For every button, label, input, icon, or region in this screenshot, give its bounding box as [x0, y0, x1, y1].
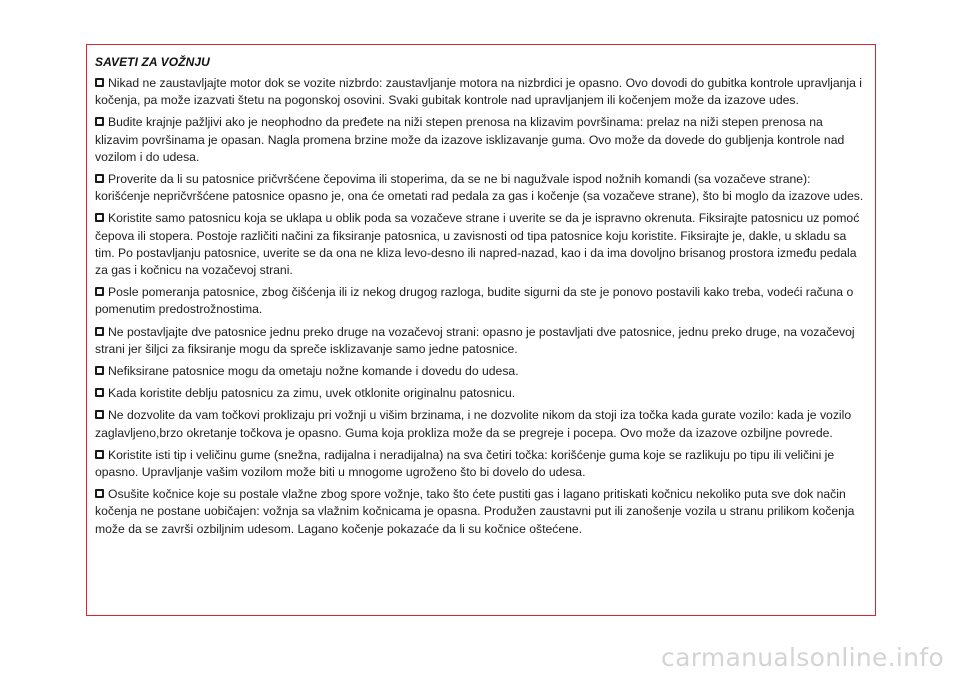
paragraph-3	[95, 171, 867, 205]
paragraph-text: Nefiksirane patosnice mogu da ometaju nožne komande i dovedu do udesa.	[108, 364, 519, 379]
checkbox-square-icon	[95, 450, 104, 459]
paragraph-9	[95, 407, 867, 441]
checkbox-square-icon	[95, 410, 104, 419]
paragraph-text: Proverite da li su patosnice pričvršćene čepovima ili stoperima, da se ne bi nagužvale ispod nožnih komandi (sa vozačeve strane): korišćenje nepričvršćene patosnice opasno je, ona će ometati rad pedala za gas i kočenje (sa vozačeve strane), što bi moglo da izazove udes.	[95, 172, 864, 204]
paragraph-text: Posle pomeranja patosnice, zbog čišćenja ili iz nekog drugog razloga, budite sigurni da ste je ponovo postavili kako treba, vodeći računa o pomenutim predostrožnostima.	[95, 285, 854, 317]
paragraph-text: Nikad ne zaustavljajte motor dok se vozite nizbrdo: zaustavljanje motora na nizbrdici je opasno. Ovo dovodi do gubitka kontrole upravljanja i kočenja, pa može izazvati štetu na pogonskoj osovini. Svaki gubitak kontrole nad upravljanjem ili kočenjem može da izazove udes.	[95, 76, 863, 108]
paragraph-7	[95, 363, 867, 380]
watermark: carmanualsonline.info	[661, 643, 944, 672]
paragraph-4	[95, 210, 867, 279]
checkbox-square-icon	[95, 117, 104, 126]
paragraph-8	[95, 385, 867, 402]
paragraph-10	[95, 447, 867, 481]
paragraph-text: Ne postavljajte dve patosnice jednu preko druge na vozačevoj strani: opasno je postavljati dve patosnice, jednu preko druge, na vozačevoj strani jer šiljci za fiksiranje mogu da spreče isklizavanje samo jedne patosnice.	[95, 324, 855, 356]
checkbox-square-icon	[95, 213, 104, 222]
paragraph-text: Koristite samo patosnicu koja se uklapa u oblik poda sa vozačeve strane i uverite se da je ispravno okrenuta. Fiksirajte patosnicu uz pomoć čepova ili stopera. Postoje različiti načini za fiksiranje patosnica, u zavisnosti od tipa patosnice koju koristite. Fiksirajte je, dakle, u skladu sa tim. Po postavljanju patosnice, uverite se da ona ne kliza levo-desno ili napred-nazad, kao i da ima dovoljno brisanog prostora između pedala za gas i kočnicu na vozačevoj strani.	[95, 211, 860, 278]
section-title: SAVETI ZA VOŽNJU	[95, 55, 210, 69]
paragraph-1	[95, 75, 867, 109]
checkbox-square-icon	[95, 366, 104, 375]
checkbox-square-icon	[95, 78, 104, 87]
paragraph-5	[95, 284, 867, 318]
paragraph-text: Budite krajnje pažljivi ako je neophodno da pređete na niži stepen prenosa na klizavim površinama: prelaz na niži stepen prenosa na klizavim površinama je opasan. Nagla promena brzine može da izazove isklizavanje guma. Ovo može da dovede do gubljenja kontrole nad vozilom i do udesa.	[95, 115, 845, 164]
paragraph-text: Kada koristite deblju patosnicu za zimu, uvek otklonite originalnu patosnicu.	[108, 386, 516, 401]
checkbox-square-icon	[95, 489, 104, 498]
checkbox-square-icon	[95, 287, 104, 296]
paragraph-text: Koristite isti tip i veličinu gume (snežna, radijalna i neradijalna) na sva četiri točka: korišćenje guma koje se razlikuju po tipu ili veličini je opasno. Upravljanje vašim vozilom može biti u mnogome ugroženo što bi dovelo do udesa.	[95, 447, 835, 480]
paragraph-6	[95, 324, 867, 358]
paragraph-text: Osušite kočnice koje su postale vlažne zbog spore vožnje, tako što ćete pustiti gas i lagano pritiskati kočnicu nekoliko puta sve dok način kočenja ne postane uobičajen: vožnja sa vlažnim kočnicama je opasna. Produžen zaustavni put ili zanošenje vozila u stranu prilikom kočenja može da se završi ozbiljnim udesom. Lagano kočenje pokazaće da li su kočnice oštećene.	[95, 487, 855, 536]
paragraph-text: Ne dozvolite da vam točkovi proklizaju pri vožnji u višim brzinama, i ne dozvolite nikom da stoji iza točka kada gurate vozilo: kada je vozilo zaglavljeno,brzo okretanje točkova je opasno. Guma koja proklizа može da se pregreje i pocepa. Ovo može da izazove ozbiljne povrede.	[95, 408, 852, 440]
checkbox-square-icon	[95, 174, 104, 183]
paragraph-2	[95, 114, 867, 166]
content-frame	[86, 44, 876, 616]
checkbox-square-icon	[95, 327, 104, 336]
checkbox-square-icon	[95, 388, 104, 397]
paragraph-11	[95, 486, 867, 538]
